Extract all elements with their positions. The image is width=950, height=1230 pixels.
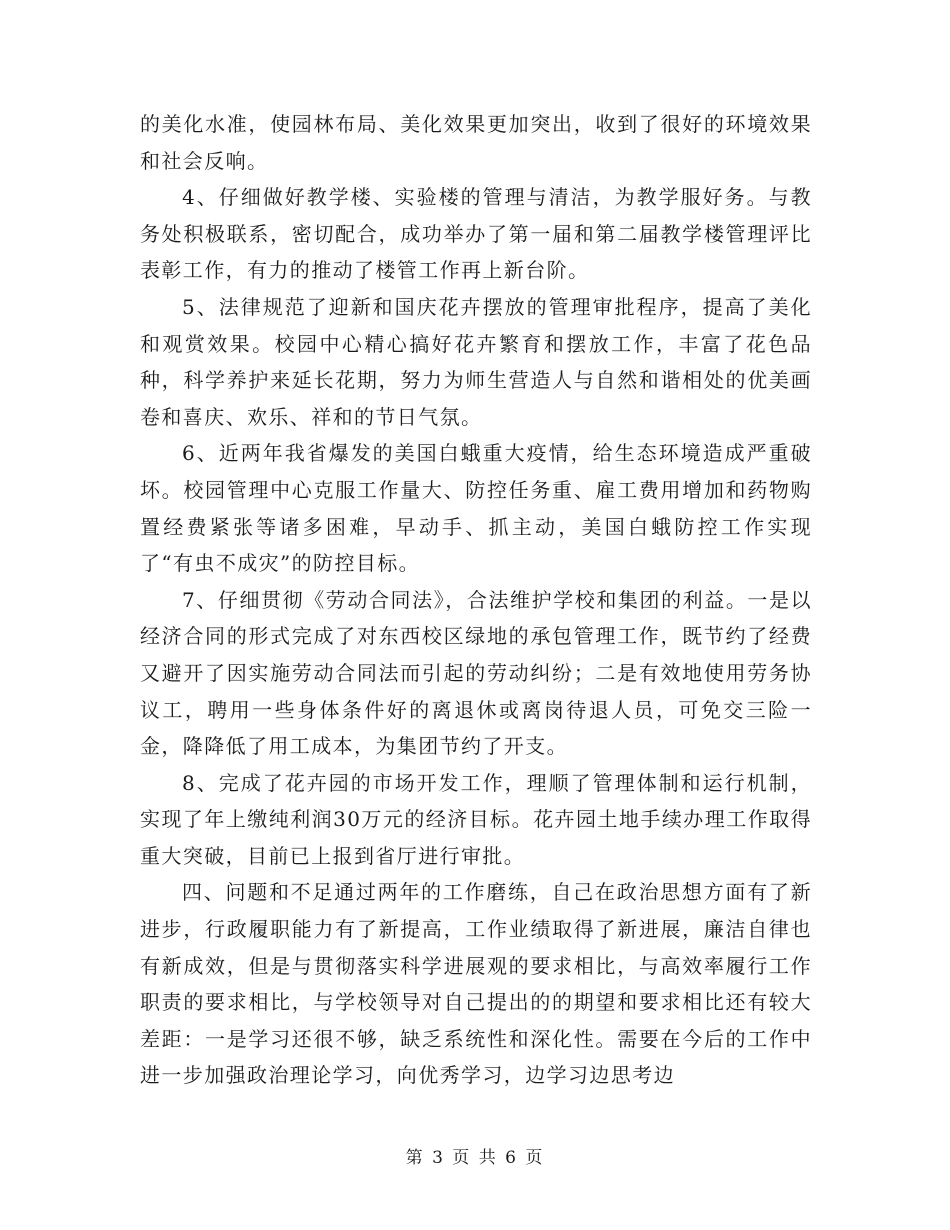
paragraph-item-4: 4、仔细做好教学楼、实验楼的管理与清洁，为教学服好务。与教务处积极联系，密切配合，成功举办了第一届和第二届教学楼管理评比表彰工作，有力的推动了楼管工作再上新台阶。	[140, 185, 812, 283]
paragraph-continuation: 的美化水准，使园林布局、美化效果更加突出，收到了很好的环境效果和社会反响。	[140, 112, 812, 173]
page-number-footer: 第 3 页 共 6 页	[405, 1148, 545, 1168]
paragraph-item-5: 5、法律规范了迎新和国庆花卉摆放的管理审批程序，提高了美化和观赏效果。校园中心精心搞好花卉繁育和摆放工作，丰富了花色品种，科学养护来延长花期，努力为师生营造人与自然和谐相处的优美画卷和喜庆、欢乐、祥和的节日气氛。	[140, 294, 812, 429]
paragraph-item-6: 6、近两年我省爆发的美国白蛾重大疫情，给生态环境造成严重破坏。校园管理中心克服工作量大、防控任务重、雇工费用增加和药物购置经费紧张等诸多困难，早动手、抓主动，美国白蛾防控工作实现了“有虫不成灾”的防控目标。	[140, 441, 812, 576]
document-body	[140, 106, 812, 1094]
paragraph-item-7: 7、仔细贯彻《劳动合同法》，合法维护学校和集团的利益。一是以经济合同的形式完成了对东西校区绿地的承包管理工作，既节约了经费又避开了因实施劳动合同法而引起的劳动纠纷；二是有效地使用劳务协议工，聘用一些身体条件好的离退休或离岗待退人员，可免交三险一金，降降低了用工成本，为集团节约了开支。	[140, 587, 812, 759]
paragraph-section-4: 四、问题和不足通过两年的工作磨练，自己在政治思想方面有了新进步，行政履职能力有了新提高，工作业绩取得了新进展，廉洁自律也有新成效，但是与贯彻落实科学进展观的要求相比，与高效率履行工作职责的要求相比，与学校领导对自己提出的的期望和要求相比还有较大差距：一是学习还很不够，缺乏系统性和深化性。需要在今后的工作中进一步加强政治理论学习，向优秀学习，边学习边思考边	[140, 880, 812, 1088]
paragraph-item-8: 8、完成了花卉园的市场开发工作，理顺了管理体制和运行机制，实现了年上缴纯利润30万元的经济目标。花卉园土地手续办理工作取得重大突破，目前已上报到省厅进行审批。	[140, 770, 812, 868]
